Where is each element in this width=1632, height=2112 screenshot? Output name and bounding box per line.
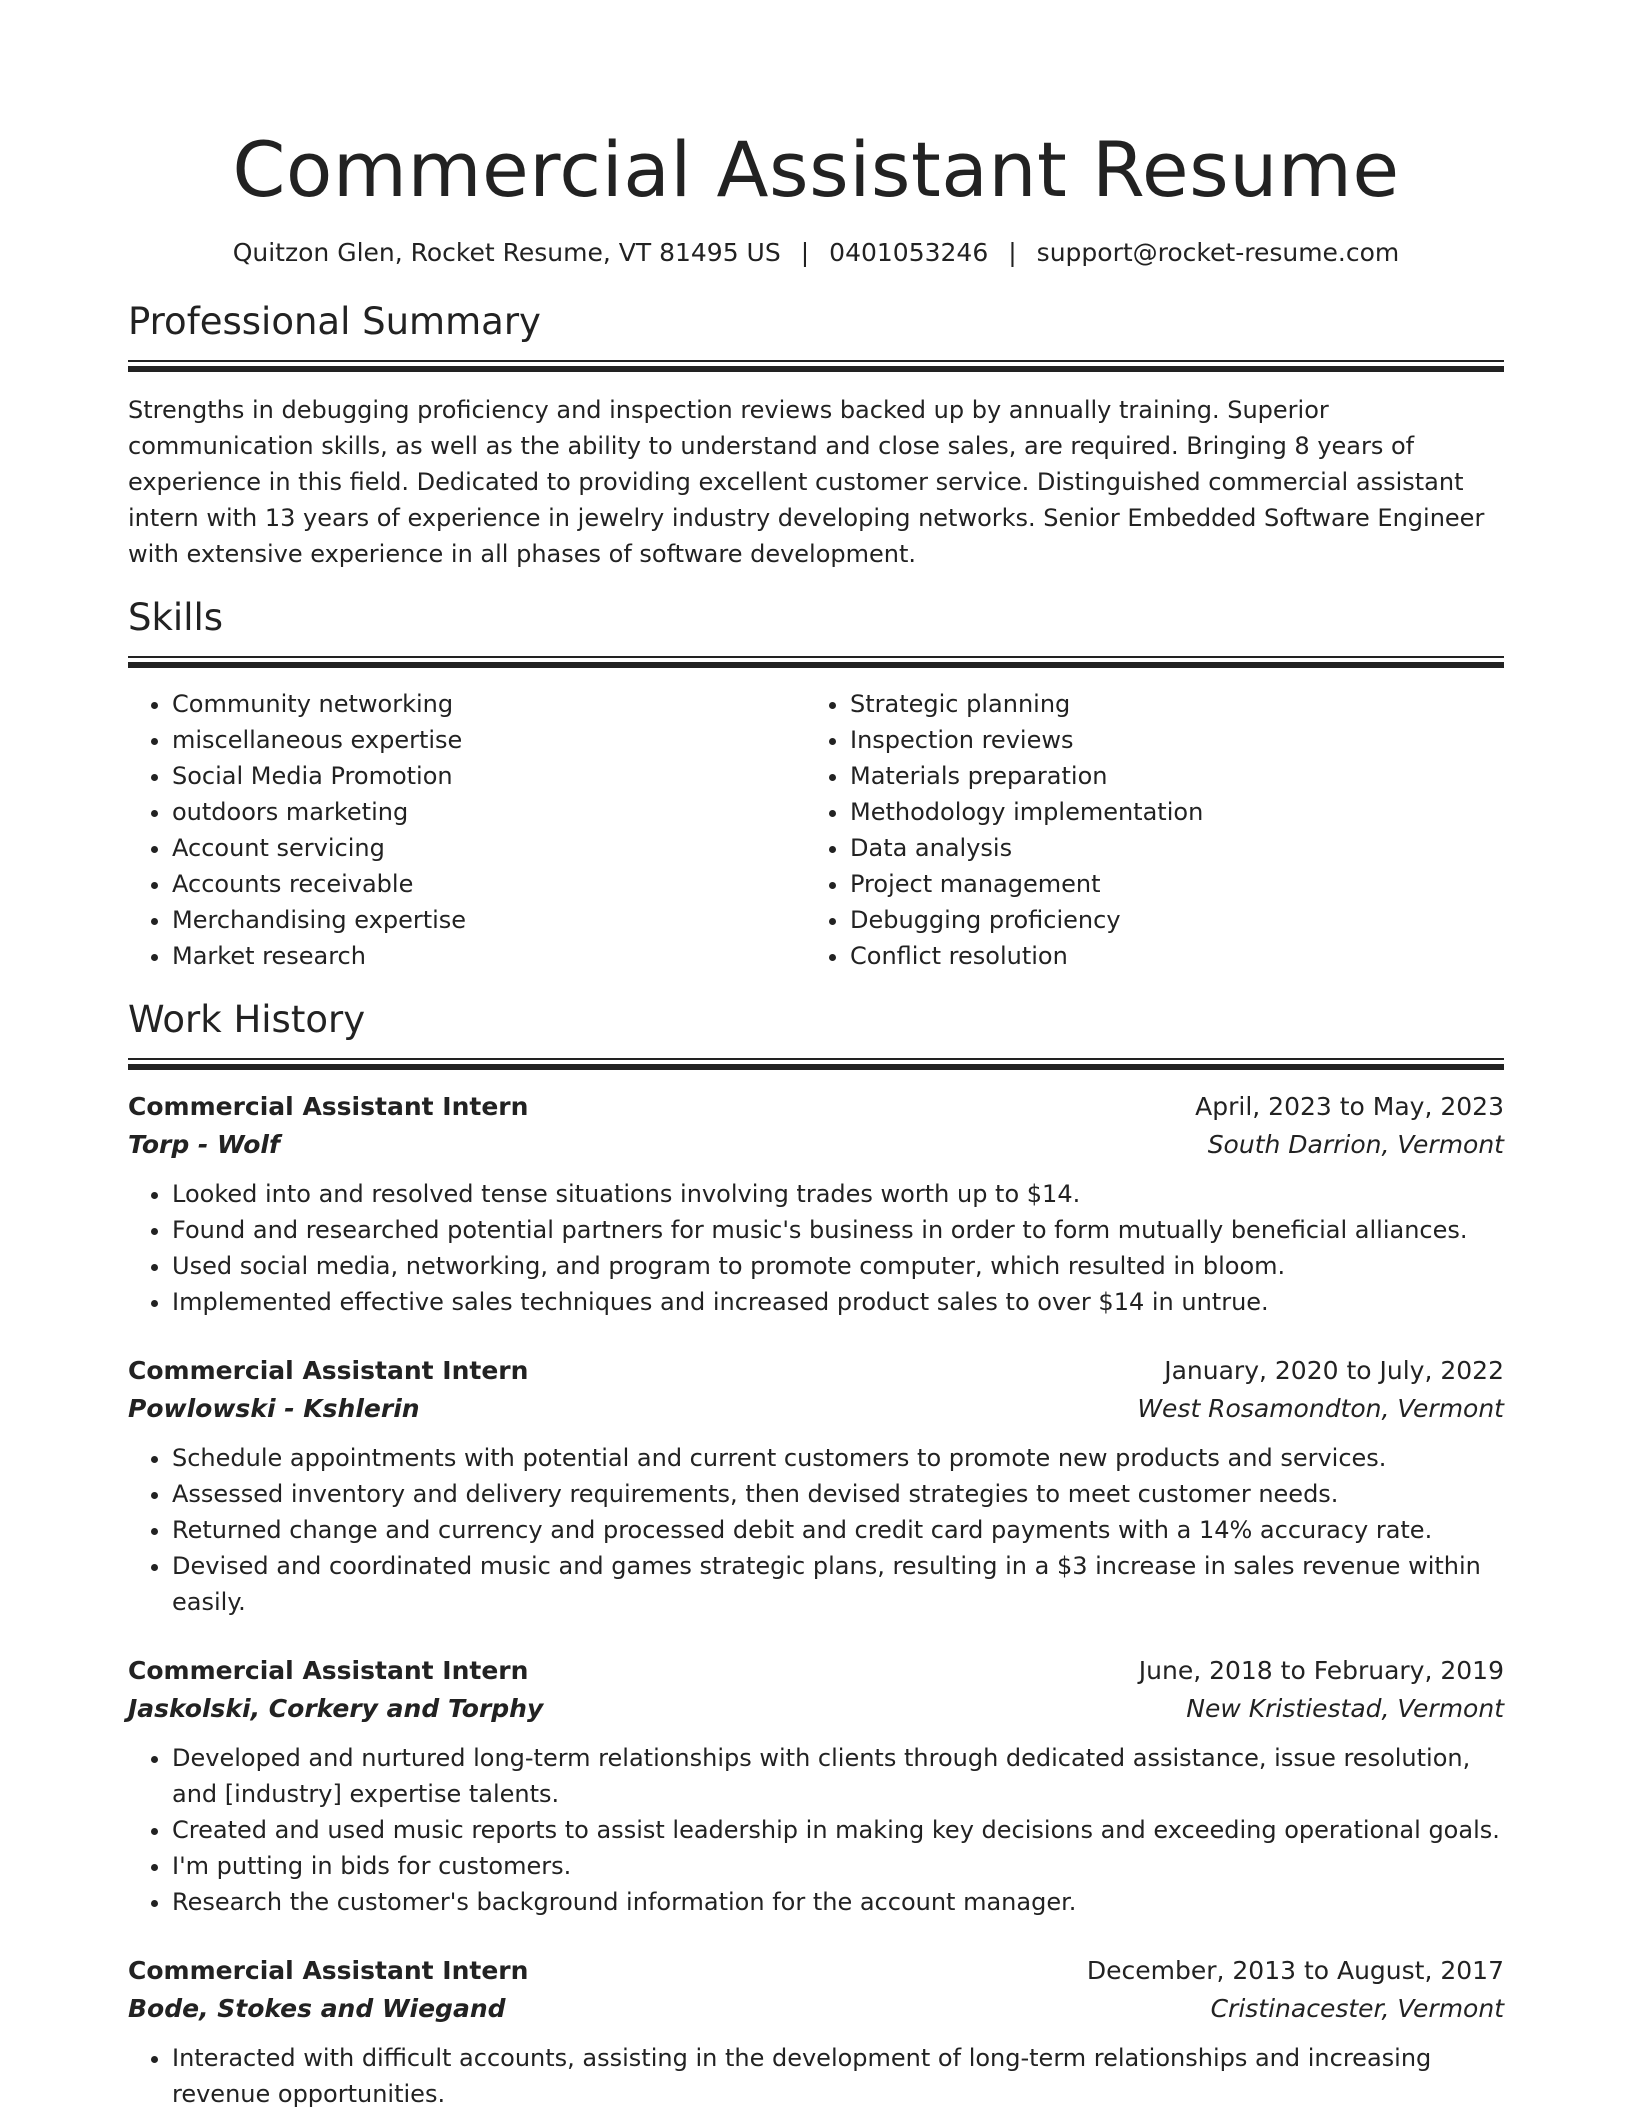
skills-heading: Skills — [128, 596, 224, 639]
resume-page — [128, 0, 1504, 2112]
list-item: • Assessed inventory and delivery requirements, then devised strategies to meet customer needs. — [172, 1476, 1504, 1512]
work-history-heading: Work History — [128, 998, 366, 1041]
list-item: • Project management — [850, 866, 1484, 902]
list-item: • Debugging proficiency — [850, 902, 1484, 938]
section-divider — [128, 1058, 1504, 1082]
list-item: • Found and researched potential partners for music's business in order to form mutually beneficial alliances. — [172, 1212, 1504, 1248]
job-dates: January, 2020 to July, 2022 — [1164, 1356, 1504, 1385]
summary-section — [128, 298, 1504, 572]
list-item: • Inspection reviews — [850, 722, 1484, 758]
job-location: Cristinacester, Vermont — [1210, 1994, 1504, 2023]
list-item: • Social Media Promotion — [172, 758, 806, 794]
list-item: • Looked into and resolved tense situations involving trades worth up to $14. — [172, 1176, 1504, 1212]
list-item: • Materials preparation — [850, 758, 1484, 794]
list-item: • miscellaneous expertise — [172, 722, 806, 758]
list-item: • I'm putting in bids for customers. — [172, 1848, 1504, 1884]
list-item: • Developed and nurtured long-term relationships with clients through dedicated assistance, issue resolution, and [industry] expertise talents. — [172, 1740, 1504, 1812]
job-company: Bode, Stokes and Wiegand — [128, 1994, 506, 2023]
address-text: Quitzon Glen, Rocket Resume, VT 81495 US — [232, 238, 781, 267]
job-title: Commercial Assistant Intern — [128, 1356, 529, 1385]
list-item: • outdoors marketing — [172, 794, 806, 830]
list-item: • Schedule appointments with potential and current customers to promote new products and services. — [172, 1440, 1504, 1476]
list-item: • Account servicing — [172, 830, 806, 866]
list-item: • Interacted with difficult accounts, assisting in the development of long-term relationships and increasing revenue opportunities. — [172, 2040, 1504, 2112]
job-title: Commercial Assistant Intern — [128, 1956, 529, 1985]
list-item: • Created and used music reports to assist leadership in making key decisions and exceeding operational goals. — [172, 1812, 1504, 1848]
job-company: Jaskolski, Corkery and Torphy — [128, 1694, 544, 1723]
summary-text: Strengths in debugging proficiency and inspection reviews backed up by annually training. Superior communication skills, as well as the ability to understand and close sales, are required. Bringing 8 years of experience in this field. Dedicated to providing excellent customer service. Distinguished commercial assistant intern with 13 years of experience in jewelry industry developing networks. Senior Embedded Software Engineer with extensive experience in all phases of software development. — [128, 396, 1485, 568]
list-item: • Data analysis — [850, 830, 1484, 866]
skills-section — [128, 594, 1504, 974]
work-history-section — [128, 996, 1504, 2112]
list-item: • Community networking — [172, 686, 806, 722]
list-item: • Implemented effective sales techniques and increased product sales to over $14 in untrue. — [172, 1284, 1504, 1320]
skills-columns — [128, 686, 1504, 974]
job-entry — [128, 1088, 1504, 1320]
list-item: • Market research — [172, 938, 806, 974]
list-item: • Research the customer's background information for the account manager. — [172, 1884, 1504, 1920]
job-dates: June, 2018 to February, 2019 — [1138, 1656, 1504, 1685]
list-item: • Strategic planning — [850, 686, 1484, 722]
list-item: • Devised and coordinated music and games strategic plans, resulting in a $3 increase in sales revenue within easily. — [172, 1548, 1504, 1620]
job-location: West Rosamondton, Vermont — [1137, 1394, 1504, 1423]
list-item: • Accounts receivable — [172, 866, 806, 902]
list-item: • Returned change and currency and processed debit and credit card payments with a 14% accuracy rate. — [172, 1512, 1504, 1548]
job-title: Commercial Assistant Intern — [128, 1656, 529, 1685]
job-company: Powlowski - Kshlerin — [128, 1394, 420, 1423]
job-title: Commercial Assistant Intern — [128, 1092, 529, 1121]
contact-line — [128, 236, 1504, 270]
list-item: • Conflict resolution — [850, 938, 1484, 974]
page-title: Commercial Assistant Resume — [232, 125, 1400, 214]
email-link[interactable]: support@rocket-resume.com — [1036, 238, 1400, 267]
job-entry — [128, 1652, 1504, 1920]
job-bullets — [128, 1740, 1504, 1920]
skills-list-left — [128, 686, 806, 974]
summary-heading: Professional Summary — [128, 300, 541, 343]
list-item: • Used social media, networking, and program to promote computer, which resulted in bloom. — [172, 1248, 1504, 1284]
job-dates: December, 2013 to August, 2017 — [1086, 1956, 1504, 1985]
job-dates: April, 2023 to May, 2023 — [1195, 1092, 1504, 1121]
job-bullets — [128, 2040, 1504, 2112]
job-entry — [128, 1352, 1504, 1620]
job-location: New Kristiestad, Vermont — [1186, 1694, 1504, 1723]
section-divider — [128, 656, 1504, 680]
job-location: South Darrion, Vermont — [1207, 1130, 1504, 1159]
contact-separator: | — [800, 238, 810, 267]
phone-text: 0401053246 — [829, 238, 989, 267]
job-bullets — [128, 1440, 1504, 1620]
job-company: Torp - Wolf — [128, 1130, 280, 1159]
job-bullets — [128, 1176, 1504, 1320]
skills-list-right — [806, 686, 1484, 974]
contact-separator: | — [1008, 238, 1017, 267]
list-item: • Merchandising expertise — [172, 902, 806, 938]
job-entry — [128, 1952, 1504, 2112]
list-item: • Methodology implementation — [850, 794, 1484, 830]
section-divider — [128, 360, 1504, 384]
